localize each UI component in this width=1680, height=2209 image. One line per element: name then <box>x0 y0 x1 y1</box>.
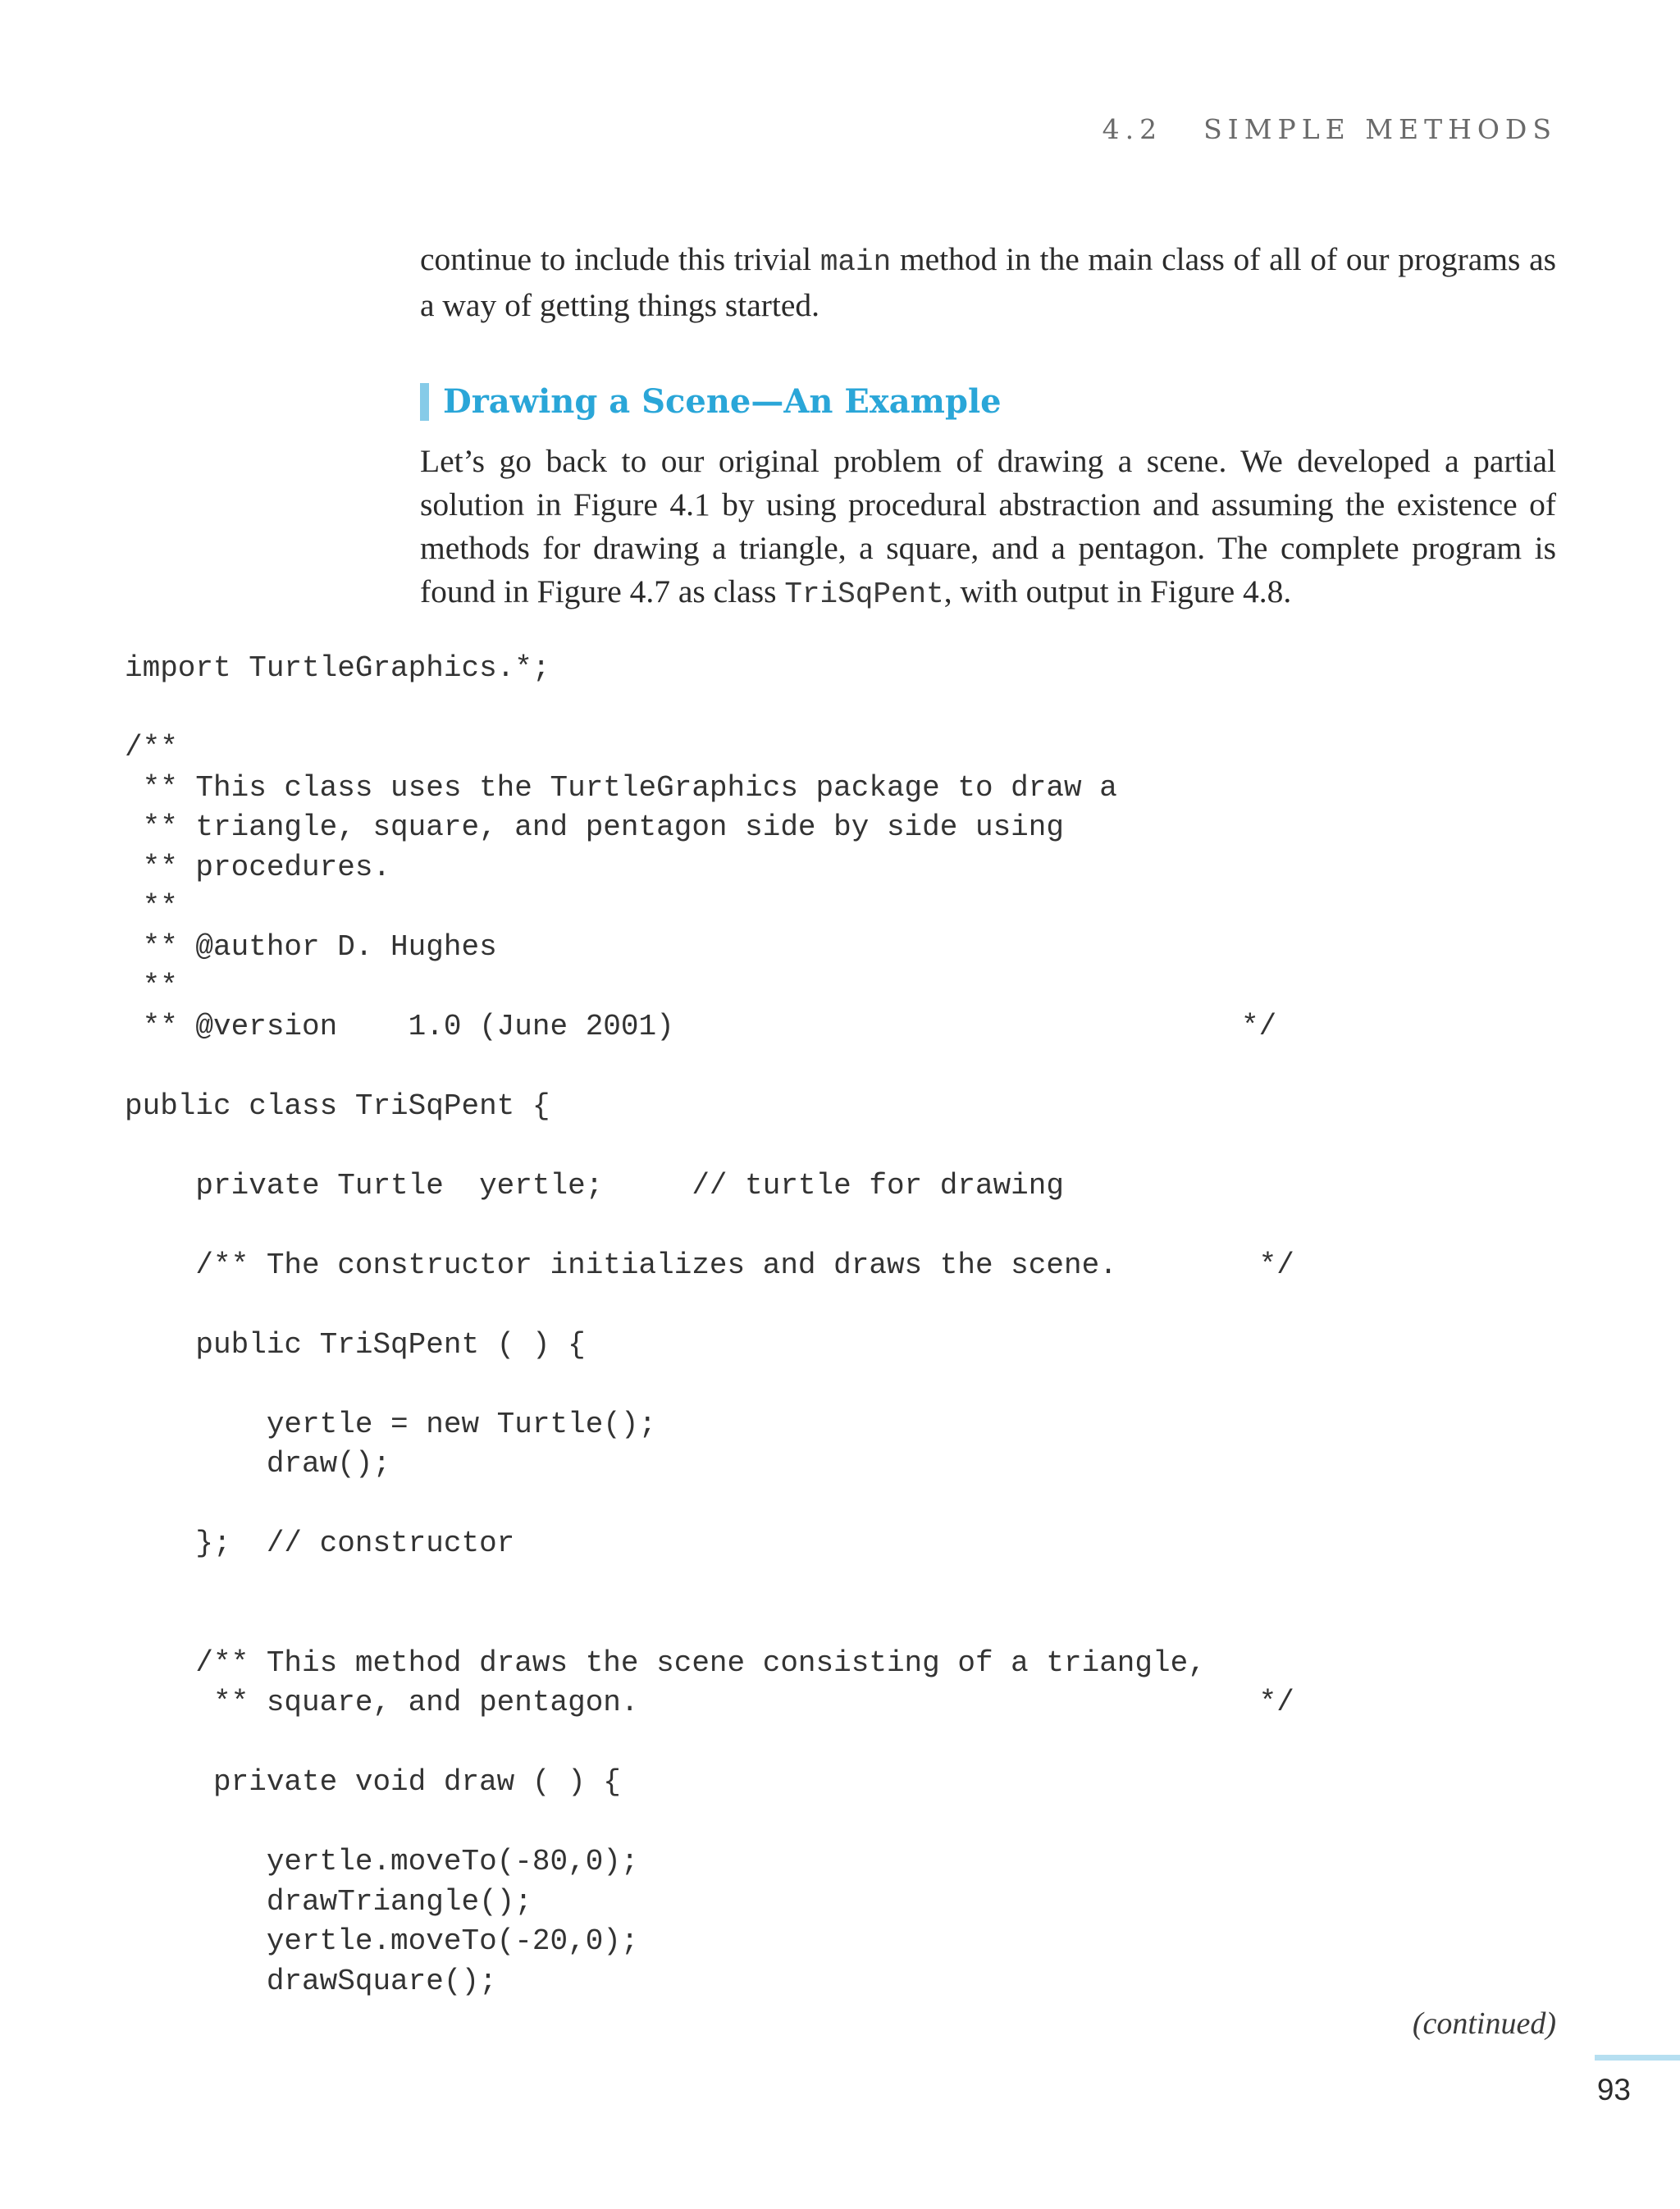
code-line: public TriSqPent ( ) { <box>125 1327 586 1362</box>
intro-text-after: method in the main class of all of our programs as a way of getting things started. <box>420 241 1556 323</box>
section-heading-text: Drawing a Scene—An Example <box>443 382 1002 421</box>
page-number: 93 <box>1596 2073 1631 2106</box>
code-line: ** <box>125 970 178 1003</box>
code-line: import TurtleGraphics.*; <box>125 651 550 685</box>
running-head <box>1102 113 1557 145</box>
scene-text-after: , with output in Figure 4.8. <box>943 573 1292 609</box>
code-line: /** <box>125 731 178 764</box>
intro-paragraph <box>420 238 1556 327</box>
inline-code-main: main <box>819 245 892 279</box>
code-line <box>125 1285 1294 1326</box>
code-line: private Turtle yertle; // turtle for drawing <box>125 1168 1064 1203</box>
intro-text-before: continue to include this trivial <box>420 241 820 277</box>
code-line <box>125 1047 1294 1087</box>
code-line: public class TriSqPent { <box>125 1089 550 1123</box>
section-heading <box>420 382 1002 421</box>
inline-code-trisqpent: TriSqPent <box>784 577 944 611</box>
code-line <box>125 1126 1294 1166</box>
code-line: /** This method draws the scene consisting of a triangle, <box>125 1645 1206 1680</box>
code-line <box>125 689 1294 729</box>
code-line: yertle = new Turtle(); <box>125 1407 657 1441</box>
code-line <box>125 1723 1294 1764</box>
continued-note: (continued) <box>1412 2006 1556 2041</box>
running-head-section-number: 4.2 <box>1102 113 1163 145</box>
code-line <box>125 1206 1294 1246</box>
scene-text-before: Let’s go back to our original problem of drawing a scene. We developed a partial solution in Figure 4.1 by using procedural abstraction and assuming the existence of methods for drawing a triangle, a square, and a pentagon. The complete program is found in Figure 4.7 as class <box>420 443 1556 609</box>
code-line: private void draw ( ) { <box>125 1765 621 1799</box>
heading-marker-bar <box>420 383 429 421</box>
code-line: draw(); <box>125 1447 391 1481</box>
code-line: ** @author D. Hughes <box>125 929 497 964</box>
code-line: }; // constructor <box>125 1527 515 1560</box>
code-listing <box>125 649 1294 2001</box>
code-line: ** square, and pentagon. */ <box>125 1686 1294 1719</box>
running-head-section-title: SIMPLE METHODS <box>1203 113 1557 145</box>
code-line: drawTriangle(); <box>125 1884 532 1919</box>
code-line <box>125 1604 1294 1644</box>
code-line: ** procedures. <box>125 850 391 884</box>
code-line <box>125 1365 1294 1405</box>
code-line <box>125 1564 1294 1604</box>
code-line <box>125 1803 1294 1843</box>
code-line: ** This class uses the TurtleGraphics package to draw a <box>125 770 1117 805</box>
code-line: /** The constructor initializes and draws the scene. */ <box>125 1248 1294 1282</box>
code-line: drawSquare(); <box>125 1964 497 1998</box>
code-line: yertle.moveTo(-80,0); <box>125 1845 639 1878</box>
code-line: ** @version 1.0 (June 2001) */ <box>125 1009 1277 1043</box>
code-line: ** <box>125 890 178 924</box>
scene-paragraph <box>420 440 1556 616</box>
code-line <box>125 1485 1294 1525</box>
code-line: yertle.moveTo(-20,0); <box>125 1924 639 1958</box>
code-line: ** triangle, square, and pentagon side by side using <box>125 810 1064 844</box>
folio-rule <box>1595 2055 1680 2061</box>
